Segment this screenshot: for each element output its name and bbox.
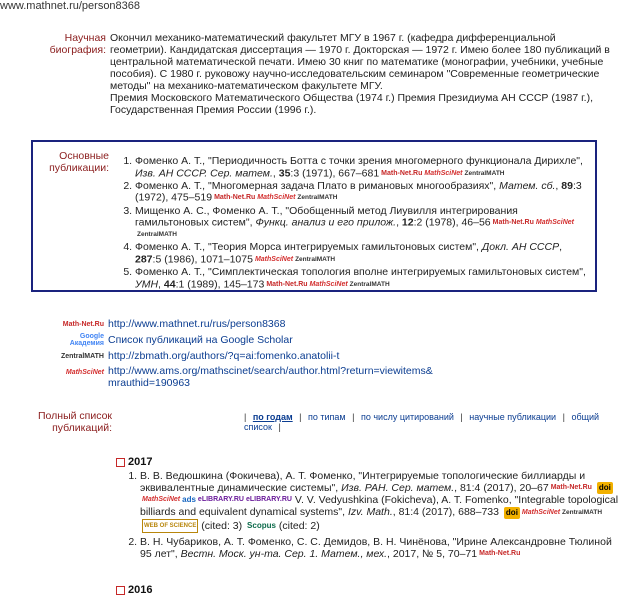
pub-journal: УМН: [135, 278, 159, 291]
google-scholar-link[interactable]: Список публикаций на Google Scholar: [108, 334, 293, 346]
pub-citation-ru: В. В. Ведюшкина (Фокичева), А. Т. Фоменко, "Интегрируемые топологические биллиарды и эквивалентные динамические системы",: [140, 470, 586, 494]
publication-item: 1. Фоменко А. Т., "Периодичность Ботта с точки зрения многомерного функционала Дирихле", Изв. АН СССР. Сер. матем., 35:3 (1971), 667–681 Math-Net.Ru MathSciNet ZentralMATH: [135, 156, 591, 180]
year-label: 2016: [128, 584, 153, 596]
mathnet-badge-icon[interactable]: Math-Net.Ru: [492, 219, 534, 227]
pub-pages: :1 (1989), 145–173: [175, 278, 265, 291]
wos-cited-count: (cited: 3): [201, 519, 243, 532]
zbmath-logo-icon: ZentralMATH: [60, 352, 104, 360]
biography-text: [110, 32, 614, 116]
sort-nav: | по годам | по типам | по числу цитирований | научные публикации | общий список |: [244, 412, 600, 432]
pub-title: "Многомерная задача Плато в римановых многообразиях",: [208, 179, 500, 192]
pub-pages: :5 (1986), 1071–1075: [152, 253, 253, 266]
publication-item: 5. Фоменко А. Т., "Симплектическая топология вполне интегрируемых гамильтоновых систем", УМН, 44:1 (1989), 145–173 Math-Net.Ru MathSciNet ZentralMATH: [135, 267, 591, 291]
biography-section: [6, 32, 614, 116]
pub-volume: 287: [135, 253, 153, 266]
pub-authors: Фоменко А. Т.,: [135, 155, 208, 167]
pub-authors: Фоменко А. Т.,: [135, 179, 208, 192]
pub-journal: Функц. анализ и его прилож.: [255, 216, 397, 229]
all-publications-link[interactable]: общий список: [244, 412, 600, 432]
zbmath-badge-icon[interactable]: ZentralMATH: [562, 508, 603, 516]
pub-journal: Вестн. Моск. ун-та. Сер. 1. Матем., мех.: [180, 547, 388, 560]
pub-pages: :3 (1972), 475–519: [135, 179, 582, 204]
doi-badge-icon[interactable]: doi: [505, 507, 518, 517]
zbmath-badge-icon[interactable]: ZentralMATH: [349, 280, 390, 288]
pub-authors: Фоменко А. Т.,: [135, 241, 208, 254]
mathscinet-badge-icon[interactable]: MathSciNet: [309, 280, 348, 288]
pub-volume: 89: [561, 179, 573, 192]
mathscinet-logo-icon: MathSciNet: [65, 369, 104, 376]
scopus-badge-icon[interactable]: Scopus: [247, 520, 276, 530]
biography-paragraph: Окончил механико-математический факультет МГУ в 1967 г. (кафедра дифференциальной геометрии). Кандидатская диссертация — 1970 г. Докторская — 1972 г. Имею более 180 публикаций в центральной математической печати. Имею 30 книг по математике (монографии, учебники, учебные пособия). С 1980 г. руковожу научно-исследовательским семинаром "Современные геометрические методы" на механико-математическом факультете МГУ.: [110, 32, 610, 92]
pub-citation-ru: В. Н. Чубариков, А. Т. Фоменко, С. С. Демидов, В. Н. Чинёнова, "Ирине Александровне Тюлиной 95 лет",: [140, 535, 612, 560]
ads-badge-icon[interactable]: ads: [182, 495, 196, 505]
mathnet-badge-icon[interactable]: Math-Net.Ru: [550, 484, 592, 492]
pub-journal: Докл. АН СССР: [481, 241, 560, 254]
link-row-google-scholar: [50, 333, 433, 347]
mathnet-profile-link[interactable]: http://www.mathnet.ru/rus/person8368: [108, 318, 286, 330]
pub-title: "Симплектическая топология вполне интегрируемых гамильтоновых систем",: [208, 266, 586, 279]
mathscinet-badge-icon[interactable]: MathSciNet: [535, 219, 574, 227]
mathscinet-badge-icon[interactable]: MathSciNet: [142, 496, 181, 504]
mathnet-badge-icon[interactable]: Math-Net.Ru: [266, 280, 308, 288]
google-scholar-logo-icon: Google Академия: [69, 333, 104, 347]
mathnet-logo-icon: Math-Net.Ru: [62, 320, 104, 328]
link-row-mathnet: [50, 318, 433, 330]
mathnet-badge-icon[interactable]: Math-Net.Ru: [214, 194, 256, 202]
mathscinet-badge-icon[interactable]: MathSciNet: [521, 508, 561, 516]
pub-pages: :3 (1971), 667–681: [290, 167, 380, 180]
publication-item: 3. Мищенко А. С., Фоменко А. Т., "Обобщенный метод Лиувилля интегрирования гамильтоновых систем", Функц. анализ и его прилож., 12:2 (1978), 46–56 Math-Net.Ru MathSciNetZentralMATH: [135, 206, 591, 242]
pub-pages: , 2017, № 5, 70–71: [387, 547, 478, 560]
pub-title: "Периодичность Ботта с точки зрения многомерного функционала Дирихле",: [208, 155, 583, 167]
scientific-publications-link[interactable]: научные публикации: [469, 412, 557, 422]
mathscinet-badge-icon[interactable]: MathSciNet: [254, 256, 294, 264]
main-publications-list: [113, 142, 595, 290]
year-heading-2017[interactable]: [116, 456, 152, 468]
biography-awards: Премия Московского Математического Общества (1974 г.) Премия Президиума АН СССР (1987 г.), Государственная Премия России (1996 г.).: [110, 92, 593, 116]
pub-citation-en: V. V. Vedyushkina (Fokicheva), A. T. Fomenko, "Integrable topological billiards and equivalent dynamical systems",: [140, 494, 619, 519]
pub-authors: Мищенко А. С., Фоменко А. Т.,: [135, 204, 286, 217]
year-label: 2017: [128, 456, 153, 468]
collapse-toggle-icon[interactable]: [116, 458, 125, 467]
publication-item: [140, 470, 620, 533]
address-bar-url[interactable]: www.mathnet.ru/person8368: [0, 0, 141, 12]
publication-item: [140, 536, 620, 560]
sort-by-type-link[interactable]: по типам: [308, 412, 346, 422]
publication-item: 4. Фоменко А. Т., "Теория Морса интегрируемых гамильтоновых систем", Докл. АН СССР, 287:5 (1986), 1071–1075 MathSciNet ZentralMATH: [135, 242, 591, 266]
elibrary-badge-icon[interactable]: eLIBRARY.RU: [197, 496, 244, 504]
pub-pages: , 81:4 (2017), 20–67: [454, 482, 549, 494]
pub-journal: Изв. РАН. Сер. матем.: [341, 482, 455, 494]
zbmath-badge-icon[interactable]: ZentralMATH: [137, 231, 177, 239]
pub-title: "Теория Морса интегрируемых гамильтоновых систем",: [208, 241, 482, 254]
mathscinet-link-line2: mrauthid=190963: [108, 377, 191, 389]
zbmath-badge-icon[interactable]: ZentralMATH: [464, 169, 505, 177]
pub-journal: Изв. АН СССР. Сер. матем.: [135, 167, 273, 180]
mathnet-badge-icon[interactable]: Math-Net.Ru: [381, 169, 423, 177]
pub-title: "Обобщенный метод Лиувилля интегрирования гамильтоновых систем",: [135, 204, 518, 229]
doi-badge-icon[interactable]: doi: [598, 483, 611, 493]
main-publications-label: Основные публикации:: [49, 150, 109, 174]
pub-volume: 35: [278, 167, 291, 180]
pub-journal-en: Izv. Math.: [348, 506, 393, 519]
link-row-zbmath: [50, 350, 433, 362]
full-list-label: Полный список публикаций:: [37, 410, 112, 434]
publication-item: 2. Фоменко А. Т., "Многомерная задача Плато в римановых многообразиях", Матем. сб., 89:3 (1972), 475–519 Math-Net.Ru MathSciNet ZentralMATH: [135, 181, 591, 205]
pub-authors: Фоменко А. Т.,: [135, 266, 208, 279]
zbmath-badge-icon[interactable]: ZentralMATH: [295, 256, 336, 264]
mathscinet-link-line1: http://www.ams.org/mathscinet/search/author.html?return=viewitems&: [108, 365, 433, 377]
year-publications-list: [118, 470, 620, 560]
collapse-toggle-icon[interactable]: [116, 586, 125, 595]
mathscinet-badge-icon[interactable]: MathSciNet: [424, 169, 463, 177]
pub-volume: 44: [163, 278, 176, 291]
mathnet-badge-icon[interactable]: Math-Net.Ru: [479, 549, 521, 557]
sort-by-citations-link[interactable]: по числу цитирований: [360, 412, 454, 422]
scopus-cited-count: (cited: 2): [278, 519, 320, 532]
zbmath-profile-link[interactable]: http://zbmath.org/authors/?q=ai:fomenko.anatolii-t: [108, 350, 340, 362]
main-publications-box: [31, 140, 597, 292]
link-row-mathscinet: [50, 365, 433, 389]
external-profile-links: [50, 318, 433, 392]
pub-pages-en: , 81:4 (2017), 688–733: [392, 506, 499, 519]
web-of-science-badge-icon[interactable]: WEB OF SCIENCE: [142, 519, 198, 533]
pub-journal: Матем. сб.: [499, 179, 556, 192]
mathscinet-badge-icon[interactable]: MathSciNet: [257, 194, 296, 202]
zbmath-badge-icon[interactable]: ZentralMATH: [297, 194, 338, 202]
pub-volume: 12: [401, 216, 414, 229]
sort-by-year-link[interactable]: по годам: [252, 412, 293, 422]
pub-pages: :2 (1978), 46–56: [413, 216, 491, 229]
year-heading-2016[interactable]: [116, 584, 152, 596]
elibrary-badge-icon[interactable]: eLIBRARY.RU: [245, 496, 292, 504]
mathscinet-profile-link[interactable]: [108, 365, 433, 389]
biography-label: Научная биография:: [49, 32, 106, 56]
